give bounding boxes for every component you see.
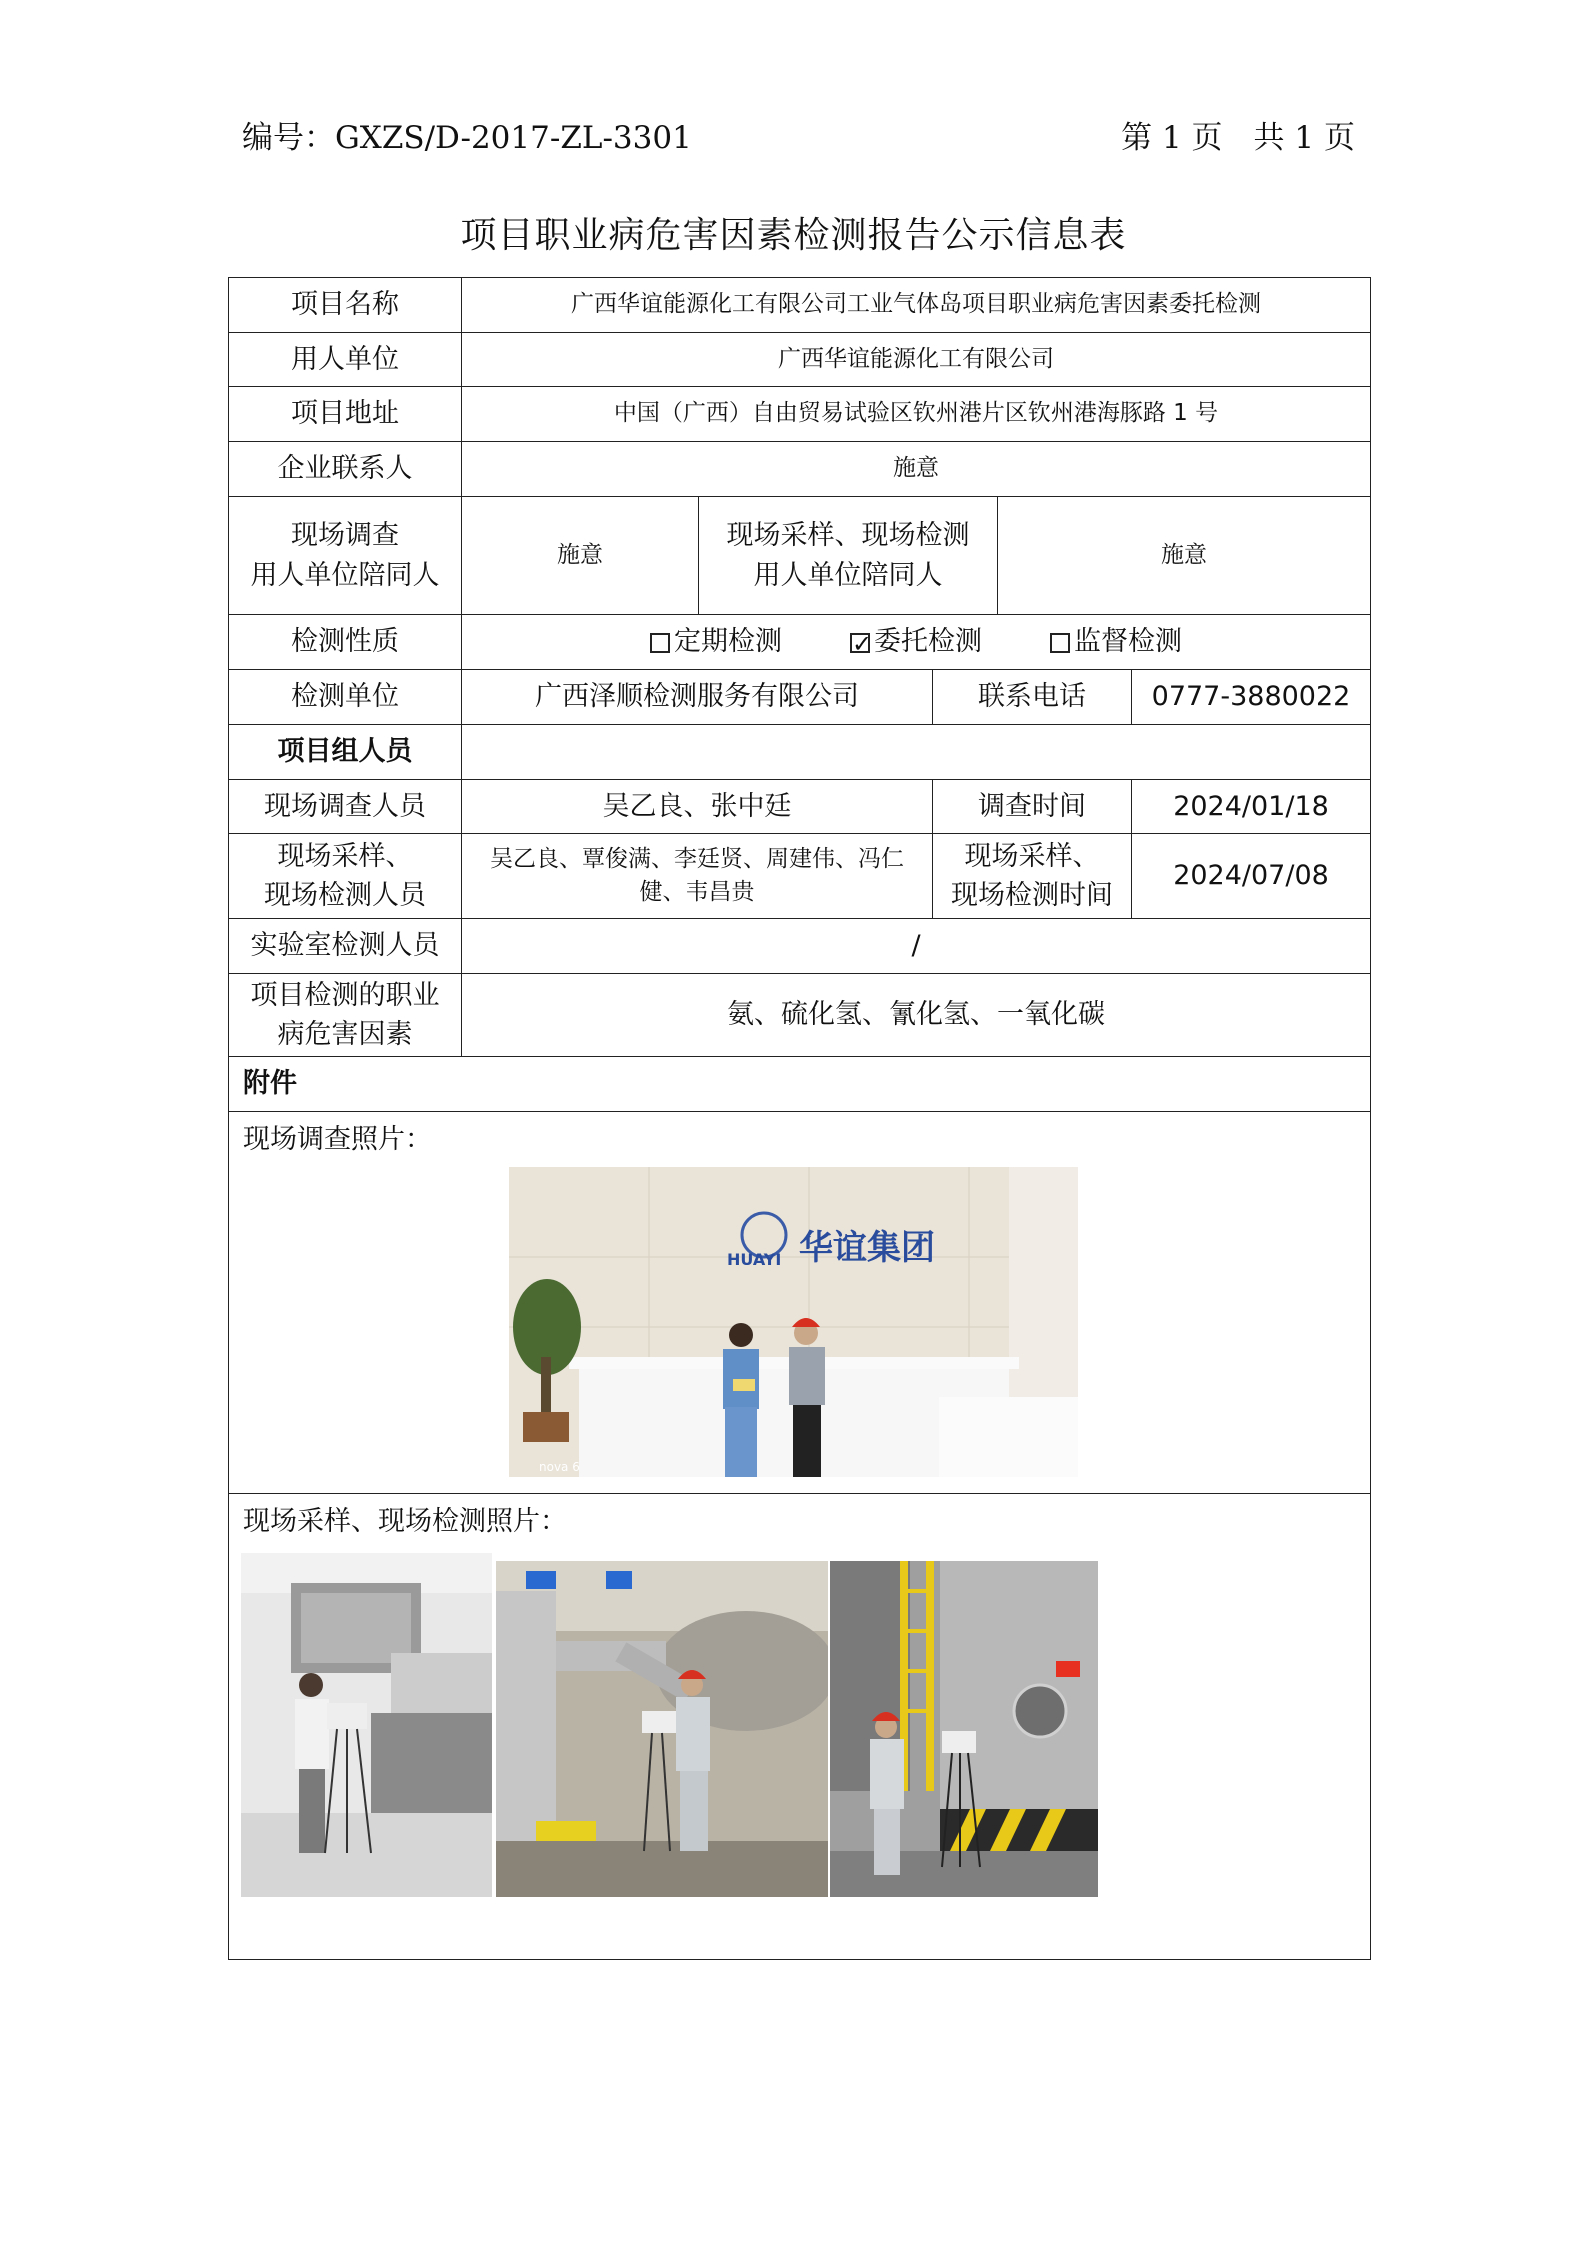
document-title: 项目职业病危害因素检测报告公示信息表 bbox=[460, 215, 1127, 256]
samplers-value-line1: 吴乙良、覃俊满、李廷贤、周建伟、冯仁 bbox=[490, 845, 904, 872]
option-supervisory[interactable] bbox=[1050, 622, 1182, 661]
phone-value: 0777-3880022 bbox=[1131, 669, 1371, 725]
samplers-label-line2: 现场检测人员 bbox=[264, 880, 426, 911]
address-label: 项目地址 bbox=[228, 386, 462, 442]
camera-watermark: nova 6 bbox=[539, 1460, 580, 1474]
survey-photo bbox=[509, 1167, 1078, 1477]
survey-escort-label bbox=[228, 496, 462, 615]
sampling-escort-label bbox=[698, 496, 998, 615]
contact-label: 企业联系人 bbox=[228, 441, 462, 497]
sampling-time-label-line1: 现场采样、 bbox=[964, 840, 1100, 872]
factors-label bbox=[228, 973, 462, 1057]
sampling-time-label-line2: 现场检测时间 bbox=[951, 880, 1113, 911]
sampling-photo-3 bbox=[830, 1561, 1098, 1897]
sampling-photo-2 bbox=[496, 1561, 828, 1897]
samplers-label-line1: 现场采样、 bbox=[277, 840, 413, 872]
employer-value: 广西华谊能源化工有限公司 bbox=[461, 332, 1371, 387]
lab-staff-label: 实验室检测人员 bbox=[228, 918, 462, 974]
sampling-time-value: 2024/07/08 bbox=[1131, 833, 1371, 919]
attachment-label: 附件 bbox=[228, 1056, 1371, 1112]
employer-label: 用人单位 bbox=[228, 332, 462, 387]
project-name-value: 广西华谊能源化工有限公司工业气体岛项目职业病危害因素委托检测 bbox=[461, 277, 1371, 333]
contact-value: 施意 bbox=[461, 441, 1371, 497]
phone-label: 联系电话 bbox=[932, 669, 1132, 725]
survey-escort-label-line2: 用人单位陪同人 bbox=[250, 559, 440, 591]
option-supervisory-label: 监督检测 bbox=[1074, 626, 1182, 658]
document-number: 编号：GXZS/D-2017-ZL-3301 bbox=[242, 120, 692, 156]
sampling-photo-label: 现场采样、现场检测照片： bbox=[243, 1506, 567, 1537]
sampling-escort-value: 施意 bbox=[997, 496, 1371, 615]
factors-label-line2: 病危害因素 bbox=[277, 1019, 413, 1050]
sampling-escort-label-line2: 用人单位陪同人 bbox=[753, 559, 943, 591]
team-label: 项目组人员 bbox=[228, 724, 462, 780]
factors-value: 氨、硫化氢、氰化氢、一氧化碳 bbox=[461, 973, 1371, 1057]
survey-escort-label-line1: 现场调查 bbox=[291, 520, 399, 552]
checked-checkbox-icon bbox=[850, 633, 870, 653]
option-periodic[interactable] bbox=[650, 622, 782, 661]
survey-time-label: 调查时间 bbox=[932, 779, 1132, 834]
logo-sub-text: HUAYI bbox=[727, 1250, 782, 1269]
page-number: 第 1 页 共 1 页 bbox=[1121, 120, 1355, 156]
team-empty-cell bbox=[461, 724, 1371, 780]
lab-label: 检测单位 bbox=[228, 669, 462, 725]
address-value: 中国（广西）自由贸易试验区钦州港片区钦州港海豚路 1 号 bbox=[461, 386, 1371, 442]
checkbox-icon bbox=[1050, 633, 1070, 653]
lab-staff-value: / bbox=[461, 918, 1371, 974]
page-header bbox=[242, 112, 1355, 162]
option-commissioned[interactable] bbox=[850, 622, 982, 661]
nature-options bbox=[461, 614, 1371, 670]
survey-time-value: 2024/01/18 bbox=[1131, 779, 1371, 834]
lab-value: 广西泽顺检测服务有限公司 bbox=[461, 669, 933, 725]
survey-escort-value: 施意 bbox=[461, 496, 699, 615]
logo-text: 华谊集团 bbox=[799, 1228, 935, 1268]
nature-label: 检测性质 bbox=[228, 614, 462, 670]
factors-label-line1: 项目检测的职业 bbox=[250, 979, 440, 1011]
surveyors-label: 现场调查人员 bbox=[228, 779, 462, 834]
option-periodic-label: 定期检测 bbox=[674, 626, 782, 658]
sampling-time-label bbox=[932, 833, 1132, 919]
samplers-value bbox=[461, 833, 933, 919]
sampling-photo-1 bbox=[241, 1553, 492, 1897]
option-commissioned-label: 委托检测 bbox=[874, 626, 982, 658]
project-name-label: 项目名称 bbox=[228, 277, 462, 333]
sampling-escort-label-line1: 现场采样、现场检测 bbox=[726, 520, 970, 552]
samplers-value-line2: 健、韦昌贵 bbox=[639, 879, 755, 905]
survey-photo-label: 现场调查照片： bbox=[243, 1124, 432, 1155]
surveyors-value: 吴乙良、张中廷 bbox=[461, 779, 933, 834]
samplers-label bbox=[228, 833, 462, 919]
checkbox-icon bbox=[650, 633, 670, 653]
